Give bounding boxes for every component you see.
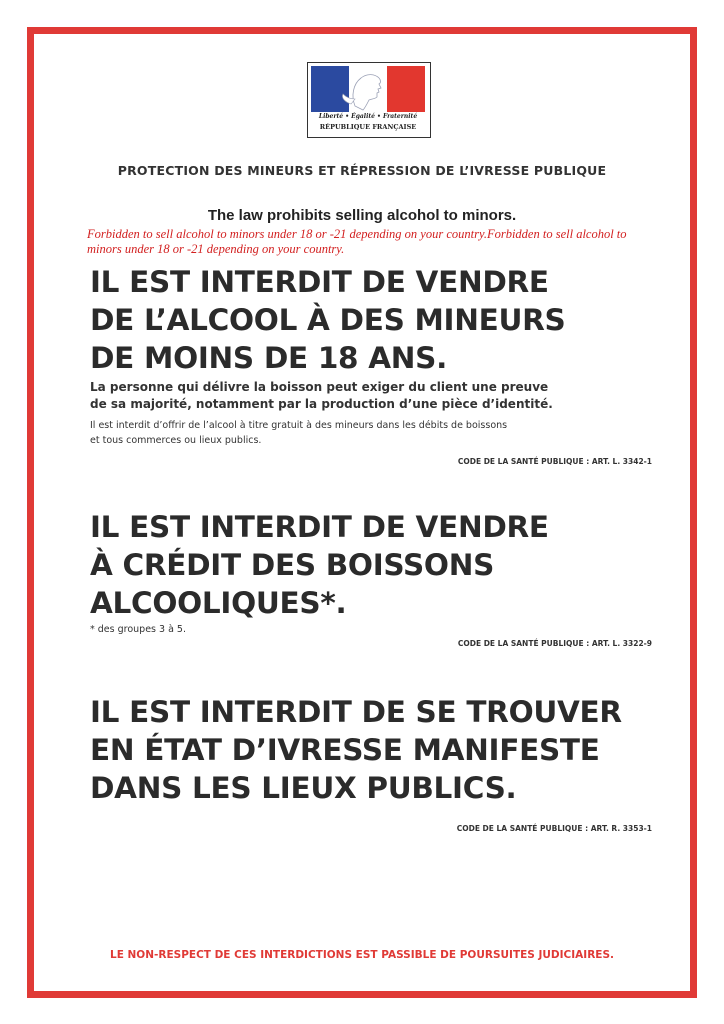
english-title: The law prohibits selling alcohol to minors. <box>207 207 517 224</box>
section1-heading-line-1: IL EST INTERDIT DE VENDRE <box>90 265 549 299</box>
legal-warning-footer: LE NON-RESPECT DE CES INTERDICTIONS EST PASSIBLE DE POURSUITES JUDICIAIRES. <box>110 949 614 961</box>
section3-heading-line-1: IL EST INTERDIT DE SE TROUVER <box>90 695 622 729</box>
page-header: PROTECTION DES MINEURS ET RÉPRESSION DE L’IVRESSE PUBLIQUE <box>117 163 607 178</box>
section2-law-code: CODE DE LA SANTÉ PUBLIQUE : ART. L. 3322-9 <box>457 639 652 648</box>
marianne-flag-icon <box>311 66 425 112</box>
section3-heading-line-3: DANS LES LIEUX PUBLICS. <box>90 771 517 805</box>
logo-republic-name: RÉPUBLIQUE FRANÇAISE <box>319 123 417 131</box>
section1-body-line-1: La personne qui délivre la boisson peut exiger du client une preuve <box>90 380 549 394</box>
section1-small-line-2: et tous commerces ou lieux publics. <box>90 435 262 446</box>
section1-small-line-1: Il est interdit d’offrir de l’alcool à titre gratuit à des mineurs dans les débits de boissons <box>90 420 508 431</box>
republique-francaise-logo <box>307 62 431 138</box>
section2-heading-line-1: IL EST INTERDIT DE VENDRE <box>90 510 549 544</box>
section2-heading-line-3: ALCOOLIQUES*. <box>90 586 347 620</box>
english-subtitle: Forbidden to sell alcohol to minors under 18 or -21 depending on your country.Forbidden to sell alcohol to minors under 18 or -21 depending on your country. <box>87 227 627 256</box>
section3-heading-line-2: EN ÉTAT D’IVRESSE MANIFESTE <box>90 733 600 767</box>
section1-law-code: CODE DE LA SANTÉ PUBLIQUE : ART. L. 3342-1 <box>457 457 652 466</box>
section1-heading-line-2: DE L’ALCOOL À DES MINEURS <box>90 303 566 337</box>
poster-frame <box>27 27 697 998</box>
marianne-profile-icon <box>311 66 425 112</box>
section2-heading-line-2: À CRÉDIT DES BOISSONS <box>90 548 495 582</box>
section1-heading-line-3: DE MOINS DE 18 ANS. <box>90 341 448 375</box>
section1-body-line-2: de sa majorité, notamment par la production d’une pièce d’identité. <box>90 397 553 411</box>
section3-law-code: CODE DE LA SANTÉ PUBLIQUE : ART. R. 3353-1 <box>456 824 652 833</box>
section2-note: * des groupes 3 à 5. <box>90 624 186 635</box>
logo-motto: Liberté • Égalité • Fraternité <box>318 113 418 120</box>
